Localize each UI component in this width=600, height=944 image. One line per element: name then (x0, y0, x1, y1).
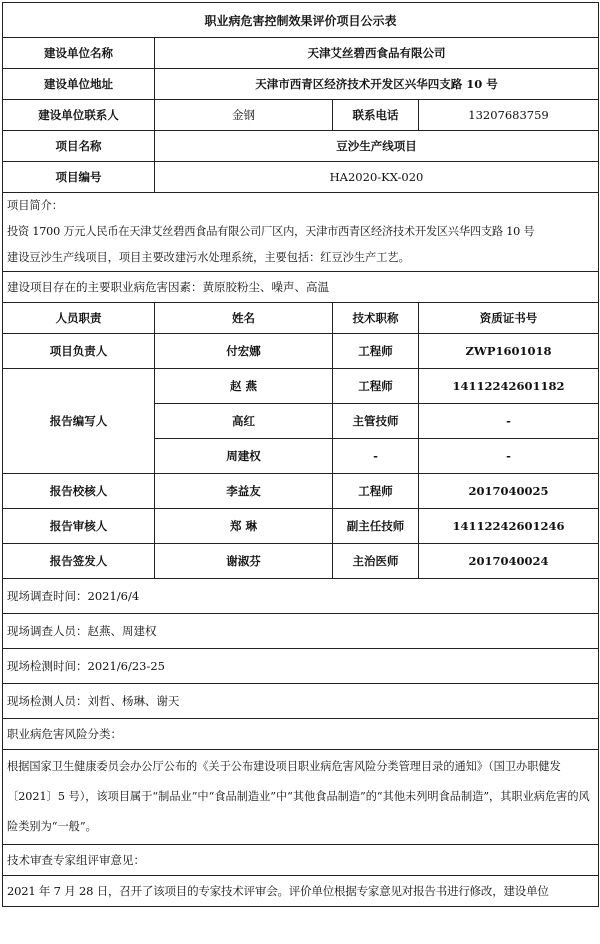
contact-value: 金钢 (155, 100, 333, 131)
staff-title: 工程师 (333, 474, 419, 509)
staff-role: 报告审核人 (3, 509, 155, 544)
staff-cert: 14112242601182 (419, 369, 599, 404)
staff-name: 高红 (155, 404, 333, 439)
staff-cert: - (419, 439, 599, 474)
staff-role: 报告校核人 (3, 474, 155, 509)
staff-name: 李益友 (155, 474, 333, 509)
risk-text: 根据国家卫生健康委员会办公厅公布的《关于公布建设项目职业病危害风险分类管理目录的通知》（国卫办职健发〔2021〕5 号），该项目属于“制品业”中“食品制造业”中“其他食品制造”的“其他未列明食品制造”，其职业病危害的风险类别为“一般”。 (3, 750, 599, 845)
project-code-label: 项目编号 (3, 162, 155, 193)
hazard-factors: 建设项目存在的主要职业病危害因素：黄原胶粉尘、噪声、高温 (3, 272, 599, 303)
staff-title: 主管技师 (333, 404, 419, 439)
test-time: 现场检测时间：2021/6/23-25 (3, 649, 599, 684)
unit-address-value: 天津市西青区经济技术开发区兴华四支路 10 号 (155, 69, 599, 100)
staff-cert: ZWP1601018 (419, 334, 599, 369)
unit-address-label: 建设单位地址 (3, 69, 155, 100)
intro-heading: 项目简介： (3, 193, 599, 220)
staff-title: 工程师 (333, 334, 419, 369)
staff-cert: 14112242601246 (419, 509, 599, 544)
col-header-name: 姓名 (155, 303, 333, 334)
risk-heading: 职业病危害风险分类： (3, 719, 599, 750)
intro-line-1: 投资 1700 万元人民币在天津艾丝碧西食品有限公司厂区内，天津市西青区经济技术开发区兴华四支路 10 号 (3, 219, 599, 245)
staff-title: - (333, 439, 419, 474)
review-text: 2021 年 7 月 28 日，召开了该项目的专家技术评审会。评价单位根据专家意见对报告书进行修改，建设单位 (3, 876, 599, 907)
staff-cert: 2017040024 (419, 544, 599, 579)
staff-role: 报告签发人 (3, 544, 155, 579)
staff-name: 付宏娜 (155, 334, 333, 369)
survey-staff: 现场调查人员：赵燕、周建权 (3, 614, 599, 649)
staff-title: 工程师 (333, 369, 419, 404)
intro-line-2: 建设豆沙生产线项目，项目主要改建污水处理系统，主要包括：红豆沙生产工艺。 (3, 245, 599, 272)
project-name-value: 豆沙生产线项目 (155, 131, 599, 162)
staff-cert: - (419, 404, 599, 439)
staff-name: 郑 琳 (155, 509, 333, 544)
col-header-title: 技术职称 (333, 303, 419, 334)
staff-name: 周建权 (155, 439, 333, 474)
staff-role: 项目负责人 (3, 334, 155, 369)
phone-value: 13207683759 (419, 100, 599, 131)
unit-name-value: 天津艾丝碧西食品有限公司 (155, 38, 599, 69)
staff-role: 报告编写人 (3, 369, 155, 474)
col-header-cert: 资质证书号 (419, 303, 599, 334)
disclosure-table (2, 2, 599, 907)
unit-name-label: 建设单位名称 (3, 38, 155, 69)
disclosure-sheet (2, 2, 598, 907)
test-staff: 现场检测人员：刘哲、杨琳、谢天 (3, 684, 599, 719)
project-code-value: HA2020-KX-020 (155, 162, 599, 193)
project-name-label: 项目名称 (3, 131, 155, 162)
survey-time: 现场调查时间：2021/6/4 (3, 579, 599, 614)
staff-name: 赵 燕 (155, 369, 333, 404)
col-header-role: 人员职责 (3, 303, 155, 334)
page-title: 职业病危害控制效果评价项目公示表 (3, 3, 599, 38)
staff-cert: 2017040025 (419, 474, 599, 509)
review-heading: 技术审查专家组评审意见： (3, 845, 599, 876)
staff-title: 主治医师 (333, 544, 419, 579)
contact-label: 建设单位联系人 (3, 100, 155, 131)
phone-label: 联系电话 (333, 100, 419, 131)
staff-name: 谢淑芬 (155, 544, 333, 579)
staff-title: 副主任技师 (333, 509, 419, 544)
